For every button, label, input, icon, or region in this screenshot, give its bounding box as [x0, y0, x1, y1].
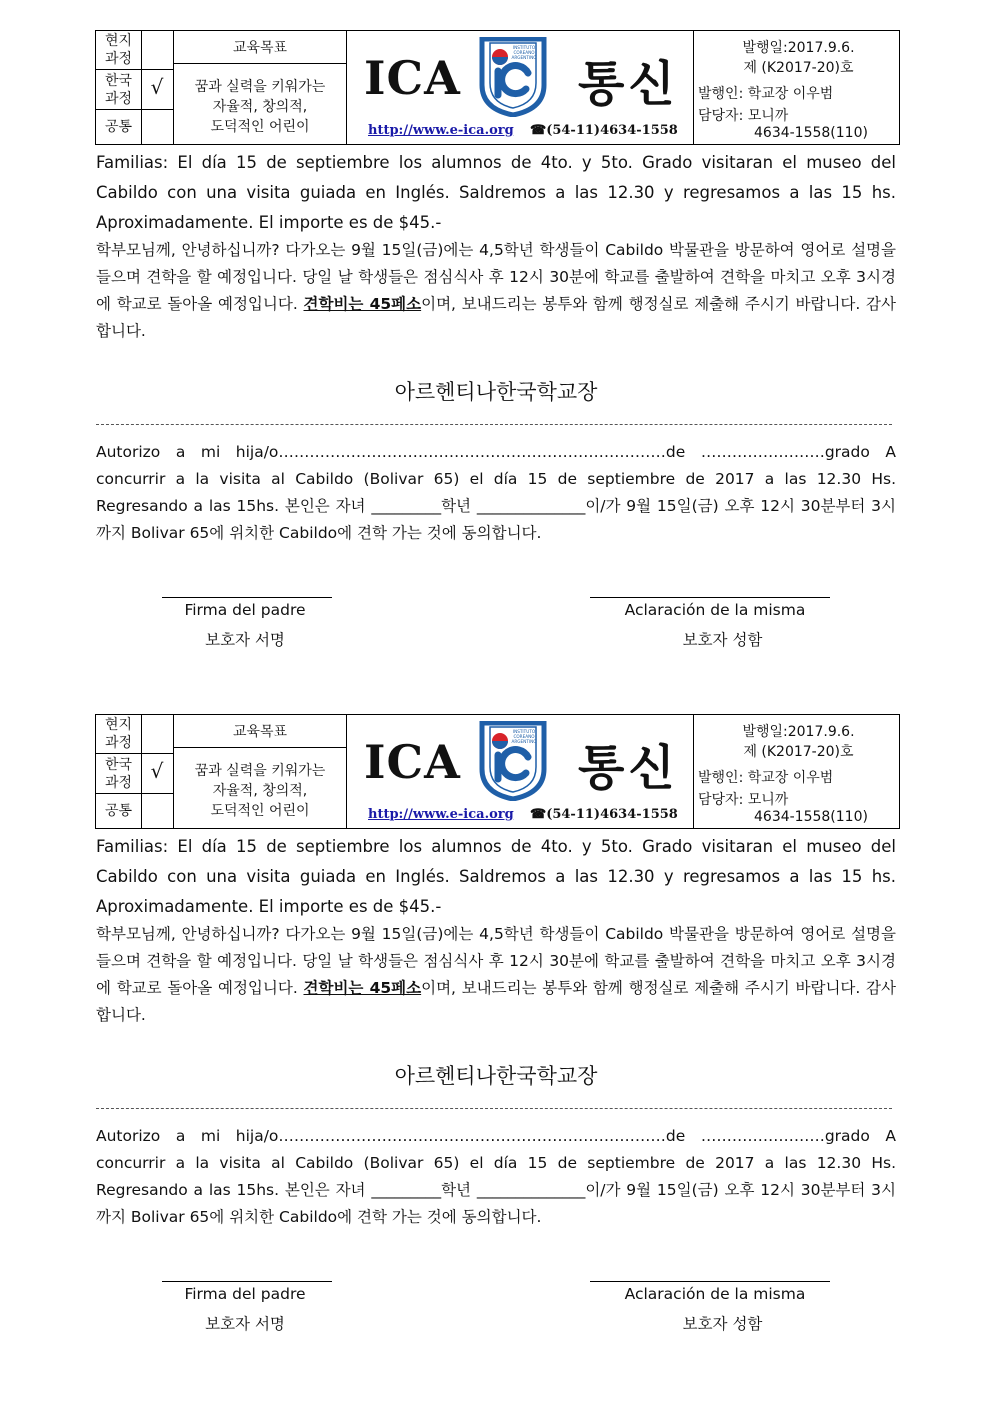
education-goal-text: 꿈과 실력을 키워가는 자율적, 창의적, 도덕적인 어린이: [194, 763, 326, 819]
issue-date: 발행일:2017.9.6.: [742, 724, 855, 740]
logo-text-2: COREANO: [513, 734, 535, 739]
korean-course-check-mark: √: [150, 75, 164, 99]
manager-phone: 4634-1558(110): [754, 125, 868, 141]
parent-name-label: Aclaración de la misma: [624, 1285, 806, 1303]
course-korean-label: 한국 과정: [104, 757, 133, 791]
parent-signature-line[interactable]: [162, 1281, 332, 1282]
school-logo-icon: [476, 721, 550, 801]
parent-name-line[interactable]: [590, 1281, 830, 1282]
parent-signature-label: Firma del padre: [184, 601, 306, 619]
permission-form-text: Autorizo a mi hija/o…………………………………………………………………de ……………………grado A concurrir a la visita al Cabildo (Bolivar 65) el día 15 de septiembre de 2017 a las 12.30 Hs. Regresando a las 15hs. 본인은 자녀 _________학년 ______________이/가 9월 15일(금) 오후 12시 30분부터 3시까지 Bolivar 65에 위치한 Cabildo에 견학 가는 것에 동의합니다.: [96, 443, 896, 542]
header-table: [95, 714, 900, 829]
phone-number: ☎(54-11)4634-1558: [530, 807, 678, 822]
course-common-label: 공통: [104, 119, 133, 135]
korean-course-check-mark: √: [150, 759, 164, 783]
school-logo-icon: [476, 37, 550, 117]
korean-paragraph: 학부모님께, 안녕하십니까? 다가오는 9월 15일(금)에는 4,5학년 학생들이 Cabildo 박물관을 방문하여 영어로 설명을 들으며 견학을 할 예정입니다. 당일 날 학생들은 점심식사 후 12시 30분에 학교를 출발하여 견학을 마치고 오후 3시경에 학교로 돌아올 예정입니다. 견학비는 45페소이며, 보내드리는 봉투와 함께 행정실로 제출해 주시기 바랍니다. 감사합니다.: [96, 241, 896, 340]
parent-signature-line[interactable]: [162, 597, 332, 598]
website-link[interactable]: http://www.e-ica.org: [368, 123, 514, 138]
manager: 담당자: 모니까: [698, 792, 789, 808]
fee-highlight: 견학비는 45페소: [303, 979, 422, 997]
education-goal-text: 꿈과 실력을 키워가는 자율적, 창의적, 도덕적인 어린이: [194, 79, 326, 135]
education-goal-title: 교육목표: [232, 40, 288, 56]
spanish-paragraph: Familias: El día 15 de septiembre los alumnos de 4to. y 5to. Grado visitaran el museo del Cabildo con una visita guiada en Inglés. Saldremos a las 12.30 y regresamos a las 15 hs. Aproximadamente. El importe es de $45.-: [96, 153, 896, 232]
logo-text-1: INSTITUTO: [512, 729, 536, 734]
course-common-label: 공통: [104, 803, 133, 819]
website-link[interactable]: http://www.e-ica.org: [368, 807, 514, 822]
parent-name-label-ko: 보호자 성함: [682, 631, 763, 649]
issue-date: 발행일:2017.9.6.: [742, 40, 855, 56]
logo-text-1: INSTITUTO: [512, 45, 536, 50]
parent-name-label-ko: 보호자 성함: [682, 1315, 763, 1333]
course-local-label: 현지 과정: [104, 717, 133, 751]
fee-highlight: 견학비는 45페소: [303, 295, 422, 313]
manager-phone: 4634-1558(110): [754, 809, 868, 825]
publisher: 발행인: 학교장 이우범: [698, 86, 834, 102]
course-local-label: 현지 과정: [104, 33, 133, 67]
parent-signature-label-ko: 보호자 서명: [205, 1315, 285, 1333]
phone-number: ☎(54-11)4634-1558: [530, 123, 678, 138]
newsletter-title: 통신: [578, 56, 679, 112]
parent-signature-label-ko: 보호자 서명: [205, 631, 285, 649]
course-korean-label: 한국 과정: [104, 73, 133, 107]
parent-signature-label: Firma del padre: [184, 1285, 306, 1303]
cut-line: [96, 424, 892, 425]
korean-paragraph: 학부모님께, 안녕하십니까? 다가오는 9월 15일(금)에는 4,5학년 학생들이 Cabildo 박물관을 방문하여 영어로 설명을 들으며 견학을 할 예정입니다. 당일 날 학생들은 점심식사 후 12시 30분에 학교를 출발하여 견학을 마치고 오후 3시경에 학교로 돌아올 예정입니다. 견학비는 45페소이며, 보내드리는 봉투와 함께 행정실로 제출해 주시기 바랍니다. 감사합니다.: [96, 925, 896, 1024]
issue-number: 제 (K2017-20)호: [743, 60, 854, 76]
parent-name-line[interactable]: [590, 597, 830, 598]
logo-text-3: ARGENTINO: [511, 55, 537, 60]
principal-signature: 아르헨티나한국학교장: [394, 380, 598, 404]
brand-title: ICA: [364, 51, 461, 105]
issue-number: 제 (K2017-20)호: [743, 744, 854, 760]
cut-line: [96, 1108, 892, 1109]
logo-text-3: ARGENTINO: [511, 739, 537, 744]
notice-1: [0, 30, 992, 690]
notice-2: [0, 714, 992, 1374]
brand-title: ICA: [364, 735, 461, 789]
manager: 담당자: 모니까: [698, 108, 789, 124]
permission-form-text: Autorizo a mi hija/o…………………………………………………………………de ……………………grado A concurrir a la visita al Cabildo (Bolivar 65) el día 15 de septiembre de 2017 a las 12.30 Hs. Regresando a las 15hs. 본인은 자녀 _________학년 ______________이/가 9월 15일(금) 오후 12시 30분부터 3시까지 Bolivar 65에 위치한 Cabildo에 견학 가는 것에 동의합니다.: [96, 1127, 896, 1226]
newsletter-title: 통신: [578, 740, 679, 796]
parent-name-label: Aclaración de la misma: [624, 601, 806, 619]
spanish-paragraph: Familias: El día 15 de septiembre los alumnos de 4to. y 5to. Grado visitaran el museo del Cabildo con una visita guiada en Inglés. Saldremos a las 12.30 y regresamos a las 15 hs. Aproximadamente. El importe es de $45.-: [96, 837, 896, 916]
logo-text-2: COREANO: [513, 50, 535, 55]
publisher: 발행인: 학교장 이우범: [698, 770, 834, 786]
principal-signature: 아르헨티나한국학교장: [394, 1064, 598, 1088]
header-table: [95, 30, 900, 145]
education-goal-title: 교육목표: [232, 724, 288, 740]
